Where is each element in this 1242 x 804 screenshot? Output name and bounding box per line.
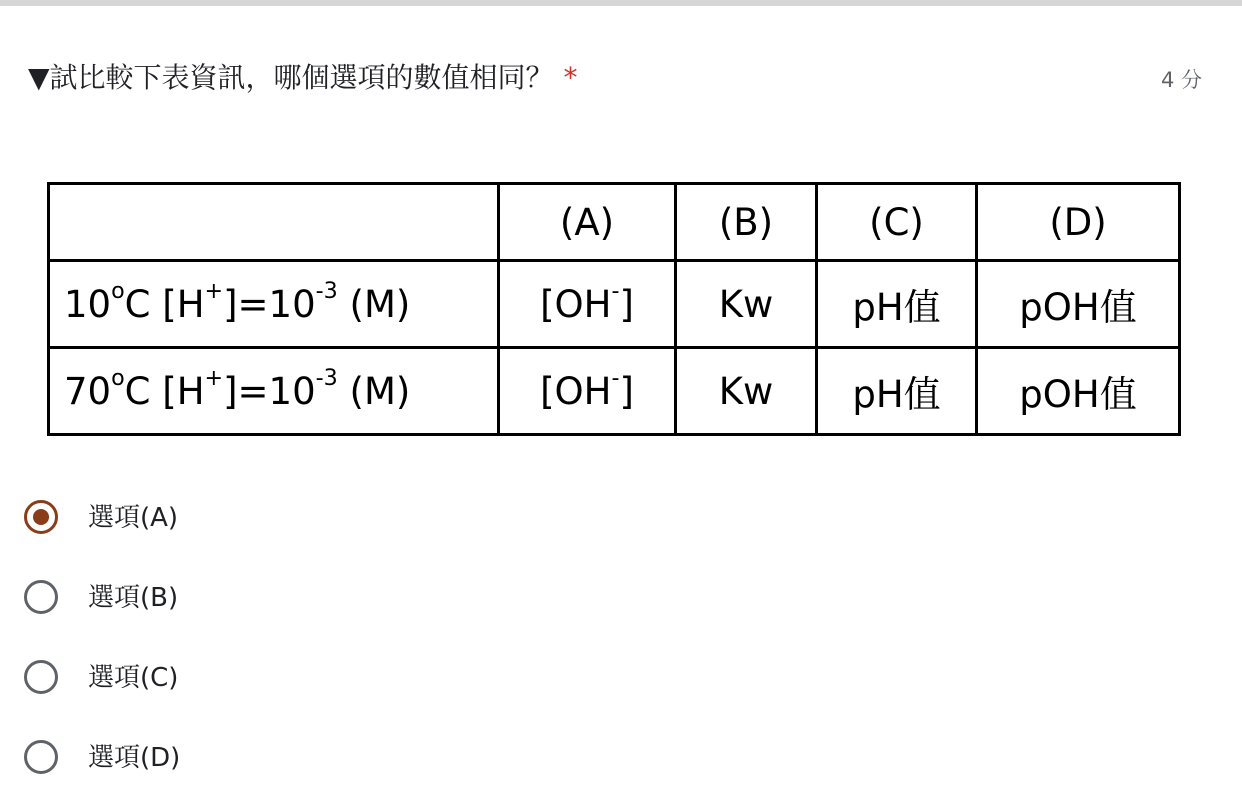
table-cell-ph: pH值 [817,348,977,435]
table-row [49,348,1180,435]
label-text: ]=10 [223,369,316,413]
radio-button[interactable] [24,580,58,614]
table-corner-cell [49,184,499,261]
question-text: ▼試比較下表資訊，哪個選項的數值相同？ [28,61,554,94]
answer-options [24,498,624,804]
radio-button[interactable] [24,500,58,534]
option-label[interactable]: 選項(D) [88,743,181,773]
degree-mark: o [111,364,125,391]
table-cell-oh [499,261,676,348]
radio-button[interactable] [24,660,58,694]
degree-mark: o [111,277,125,304]
table-header-d: (D) [977,184,1180,261]
exponent-mark: -3 [315,364,338,391]
cell-text: ] [619,282,634,326]
cell-text: [OH [540,282,612,326]
label-text: ]=10 [223,282,316,326]
unit-text: (M) [337,282,411,326]
question-title [28,58,578,98]
option-c[interactable] [24,658,624,738]
charge-mark: + [204,364,224,391]
table-header-row [49,184,1180,261]
table-cell-kw: Kw [676,261,817,348]
cell-text: [OH [540,369,612,413]
radio-button[interactable] [24,740,58,774]
table-row-label [49,261,499,348]
option-d[interactable] [24,738,624,804]
temperature-value: 70 [64,369,112,413]
table-cell-poh: pOH值 [977,261,1180,348]
label-text: C [H [124,282,205,326]
table-header-a: (A) [499,184,676,261]
table-header-b: (B) [676,184,817,261]
question-header [28,58,1208,102]
label-text: C [H [124,369,205,413]
radio-selected-dot [33,509,49,525]
unit-text: (M) [337,369,411,413]
table-cell-oh [499,348,676,435]
table-header-c: (C) [817,184,977,261]
exponent-mark: -3 [315,277,338,304]
option-b[interactable] [24,578,624,658]
required-mark: * [563,61,578,94]
top-divider [0,0,1242,6]
table-cell-ph: pH值 [817,261,977,348]
option-label[interactable]: 選項(C) [88,663,179,693]
charge-mark: - [611,364,620,391]
table-cell-kw: Kw [676,348,817,435]
temperature-value: 10 [64,282,112,326]
charge-mark: - [611,277,620,304]
table-cell-poh: pOH值 [977,348,1180,435]
charge-mark: + [204,277,224,304]
table-row-label [49,348,499,435]
question-image-table [47,182,1181,436]
option-a[interactable] [24,498,624,578]
question-points: 4 分 [1160,68,1202,92]
option-label[interactable]: 選項(A) [88,503,179,533]
cell-text: ] [619,369,634,413]
option-label[interactable]: 選項(B) [88,583,179,613]
table-row [49,261,1180,348]
